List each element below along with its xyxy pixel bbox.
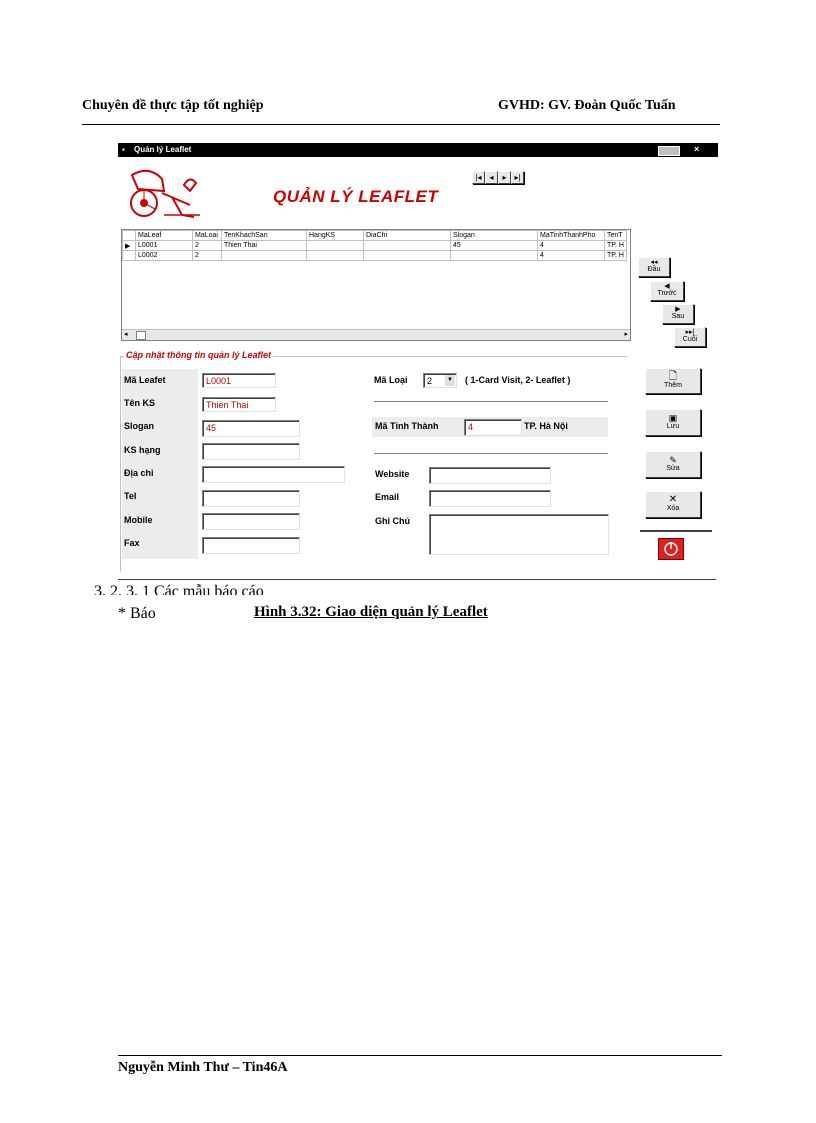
grid-cell[interactable] [307, 241, 364, 251]
label-ma-tinh-thanh: Mã Tỉnh Thành [375, 421, 439, 431]
column-header[interactable]: TenKhachSan [222, 231, 307, 241]
figure-rule [118, 579, 716, 580]
label-email: Email [375, 492, 400, 502]
page-header-left: Chuyên đề thực tập tốt nghiệp [82, 98, 264, 113]
ma-loai-value: 2 [427, 376, 433, 386]
dia-chi-input[interactable] [202, 466, 345, 483]
grid-cell[interactable]: L0002 [136, 251, 193, 261]
floppy-icon: ▣ [668, 413, 678, 423]
ghi-chu-textarea[interactable] [429, 514, 609, 555]
edit-icon: ✎ [669, 455, 677, 465]
row-selector-icon: ▶ [123, 241, 136, 251]
grid-cell[interactable]: TP. H [605, 241, 627, 251]
grid-cell[interactable]: TP. H [605, 251, 627, 261]
new-document-icon: 🗋 [668, 371, 678, 382]
grid-cell[interactable]: 2 [193, 251, 222, 261]
ma-loai-select[interactable] [423, 373, 457, 388]
nav-next-label: Sau [671, 313, 685, 320]
add-label: Thêm [664, 382, 682, 389]
label-ghi-chu: Ghi Chú [375, 516, 410, 526]
save-button[interactable] [645, 409, 701, 436]
nav-next-icon[interactable]: ▸ [498, 171, 511, 184]
column-header[interactable]: TenT [605, 231, 627, 241]
column-header[interactable]: MaLoai [193, 231, 222, 241]
footer-author: Nguyễn Minh Thư – Tin46A [118, 1060, 288, 1075]
nav-first-button[interactable] [638, 257, 670, 277]
section-heading: 3. 2. 3. 1 Các mẫu báo cáo [94, 583, 264, 595]
chevron-down-icon[interactable]: ▼ [445, 375, 455, 386]
table-row[interactable] [123, 241, 627, 251]
grid-cell[interactable] [364, 241, 451, 251]
nav-prev-label: Trước [657, 290, 677, 297]
horizontal-scrollbar[interactable] [122, 329, 630, 340]
power-icon [659, 539, 683, 559]
nav-last-icon[interactable]: ▸| [511, 171, 524, 184]
grid-table [122, 230, 627, 261]
grid-cell[interactable] [364, 251, 451, 261]
table-row[interactable] [123, 251, 627, 261]
label-mobile: Mobile [124, 515, 153, 525]
column-header[interactable]: MaTinhThanhPho [538, 231, 605, 241]
column-header[interactable]: MaLeaf [136, 231, 193, 241]
column-header[interactable]: DiaChi [364, 231, 451, 241]
form-section-title: Cập nhật thông tin quản lý Leaflet [126, 350, 271, 360]
header-rule [82, 124, 720, 125]
slogan-input[interactable]: 45 [202, 420, 300, 437]
delete-label: Xóa [666, 505, 680, 512]
window-titlebar [118, 143, 718, 157]
label-website: Website [375, 469, 410, 479]
window-title: Quản lý Leaflet [134, 145, 192, 154]
next-record-icon: ▶ [675, 306, 681, 313]
mobile-input[interactable] [202, 513, 300, 530]
nav-last-label: Cuối [682, 336, 698, 343]
grid-header-row [123, 231, 627, 241]
grid-cell[interactable]: 45 [451, 241, 538, 251]
exit-button[interactable] [658, 538, 684, 560]
leaflet-datagrid[interactable] [121, 229, 631, 341]
ma-loai-hint: ( 1-Card Visit, 2- Leaflet ) [465, 375, 571, 385]
label-ma-leafet: Mã Leafet [124, 375, 166, 385]
grid-cell[interactable] [222, 251, 307, 261]
ks-hang-input[interactable] [202, 443, 300, 460]
first-record-icon: ◂◂ [650, 259, 658, 266]
ma-tinh-thanh-input[interactable]: 4 [464, 419, 522, 436]
grid-cell[interactable]: 4 [538, 251, 605, 261]
label-dia-chi: Địa chỉ [124, 468, 154, 478]
label-ten-ks: Tên KS [124, 398, 156, 408]
separator [374, 453, 608, 455]
edit-button[interactable] [645, 451, 701, 478]
column-header[interactable]: HangKS [307, 231, 364, 241]
nav-prev-button[interactable] [650, 281, 684, 301]
bullet-text: * Báo [118, 605, 156, 622]
fax-input[interactable] [202, 537, 300, 554]
figure-caption: Hình 3.32: Giao diện quản lý Leaflet [254, 604, 488, 620]
email-input[interactable] [429, 490, 551, 507]
grid-cell[interactable]: Thien Thai [222, 241, 307, 251]
close-icon[interactable]: × [694, 144, 700, 154]
scroll-thumb[interactable] [136, 331, 146, 340]
nav-first-label: Đầu [647, 266, 661, 273]
tel-input[interactable] [202, 490, 300, 507]
scroll-right-icon[interactable]: ▸ [624, 331, 628, 338]
separator [374, 401, 608, 403]
grid-cell[interactable]: 4 [538, 241, 605, 251]
label-tel: Tel [124, 491, 137, 501]
nav-last-button[interactable] [674, 327, 706, 347]
last-record-icon: ▸▸| [685, 329, 695, 336]
edit-label: Sửa [666, 465, 680, 472]
record-navigator [472, 171, 524, 184]
ten-ks-input[interactable]: Thien Thai [202, 397, 276, 412]
app-icon: ▪ [122, 145, 125, 154]
delete-x-icon: ✕ [668, 494, 678, 505]
grid-cell[interactable]: L0001 [136, 241, 193, 251]
label-ma-loai: Mã Loại [374, 375, 408, 385]
nav-prev-icon[interactable]: ◂ [485, 171, 498, 184]
scroll-left-icon[interactable]: ◂ [124, 331, 128, 338]
website-input[interactable] [429, 467, 551, 484]
row-selector [123, 251, 136, 261]
label-fax: Fax [124, 538, 140, 548]
label-ks-hang: KS hạng [124, 445, 161, 455]
add-button[interactable] [645, 368, 701, 394]
tinh-thanh-name: TP. Hà Nội [524, 421, 568, 431]
grid-cell[interactable] [307, 251, 364, 261]
row-indicator-header [123, 231, 136, 241]
nav-first-icon[interactable]: |◂ [472, 171, 485, 184]
save-label: Lưu [666, 423, 680, 430]
grid-cell[interactable] [451, 251, 538, 261]
ma-leafet-input[interactable]: L0001 [202, 373, 276, 388]
label-slogan: Slogan [124, 421, 155, 431]
leaflet-window [118, 143, 718, 575]
prev-record-icon: ◀ [664, 283, 670, 290]
rickshaw-logo-icon [124, 165, 204, 221]
column-header[interactable]: Slogan [451, 231, 538, 241]
banner-title: QUẢN LÝ LEAFLET [273, 187, 439, 206]
delete-button[interactable] [645, 491, 701, 518]
minimize-button[interactable] [658, 146, 680, 156]
action-separator [640, 530, 712, 532]
nav-next-button[interactable] [662, 304, 694, 324]
grid-cell[interactable]: 2 [193, 241, 222, 251]
footer-rule [118, 1055, 722, 1056]
page-header-right: GVHD: GV. Đoàn Quốc Tuấn [498, 98, 676, 113]
